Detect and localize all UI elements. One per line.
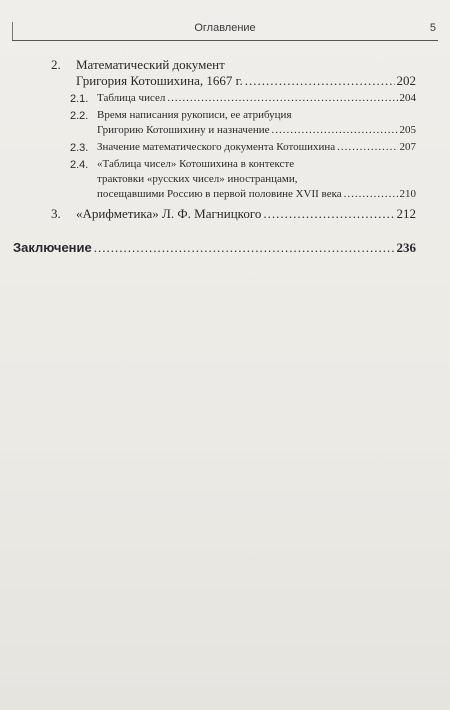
toc-item-2-2-entry[interactable] bbox=[97, 124, 416, 136]
toc-item-2-line2: Григория Котошихина, 1667 г. bbox=[76, 73, 243, 88]
toc-item-2-3-number: 2.3. bbox=[70, 142, 89, 154]
toc-item-2-2-number: 2.2. bbox=[70, 110, 89, 122]
toc-item-3-label: «Арифметика» Л. Ф. Магницкого bbox=[76, 206, 262, 221]
toc-item-2-4-page: 210 bbox=[399, 188, 416, 200]
toc-item-3-entry[interactable] bbox=[76, 206, 416, 222]
toc-item-2-page: 202 bbox=[396, 73, 416, 88]
toc-item-2-4-number: 2.4. bbox=[70, 159, 89, 171]
toc-item-2-4-line2: трактовки «русских чисел» иностранцами, bbox=[97, 173, 298, 185]
toc-item-2-1-number: 2.1. bbox=[70, 93, 89, 105]
header-title: Оглавление bbox=[194, 22, 256, 34]
toc-item-2-entry[interactable] bbox=[76, 73, 416, 89]
toc-item-2-4-entry[interactable] bbox=[97, 188, 416, 200]
leader-dots bbox=[94, 240, 395, 256]
toc-item-2-2-page: 205 bbox=[399, 124, 416, 136]
toc-item-2-4-line3: посещавшими Россию в первой половине XVII века bbox=[97, 188, 342, 200]
header-page-number: 5 bbox=[429, 22, 436, 34]
leader-dots bbox=[337, 141, 397, 153]
toc-item-2-number: 2. bbox=[51, 57, 61, 72]
toc-item-2-4-line1: «Таблица чисел» Котошихина в контексте bbox=[97, 158, 295, 170]
toc-item-2-1-page: 204 bbox=[399, 92, 416, 104]
leader-dots bbox=[271, 124, 397, 136]
leader-dots bbox=[344, 188, 398, 200]
leader-dots bbox=[245, 73, 395, 89]
toc-conclusion-label: Заключение bbox=[13, 240, 92, 255]
toc-item-3-number: 3. bbox=[51, 206, 61, 221]
toc-item-2-3-page: 207 bbox=[399, 141, 416, 153]
toc-item-2-1-label: Таблица чисел bbox=[97, 92, 166, 104]
leader-dots bbox=[167, 92, 397, 104]
toc-item-2-3-label: Значение математического документа Котошихина bbox=[97, 141, 336, 153]
toc-item-2-2-line2: Григорию Котошихину и назначение bbox=[97, 124, 270, 136]
toc-item-3-page: 212 bbox=[396, 206, 416, 221]
toc-item-2-2-line1: Время написания рукописи, ее атрибуция bbox=[97, 109, 292, 121]
toc-conclusion-page: 236 bbox=[396, 240, 416, 255]
toc-conclusion-entry[interactable] bbox=[13, 240, 416, 256]
leader-dots bbox=[263, 206, 394, 222]
toc-item-2-3-entry[interactable] bbox=[97, 141, 416, 153]
header-rule bbox=[12, 40, 438, 41]
toc-item-2-line1: Математический документ bbox=[76, 57, 225, 72]
toc-item-2-1-entry[interactable] bbox=[97, 92, 416, 104]
